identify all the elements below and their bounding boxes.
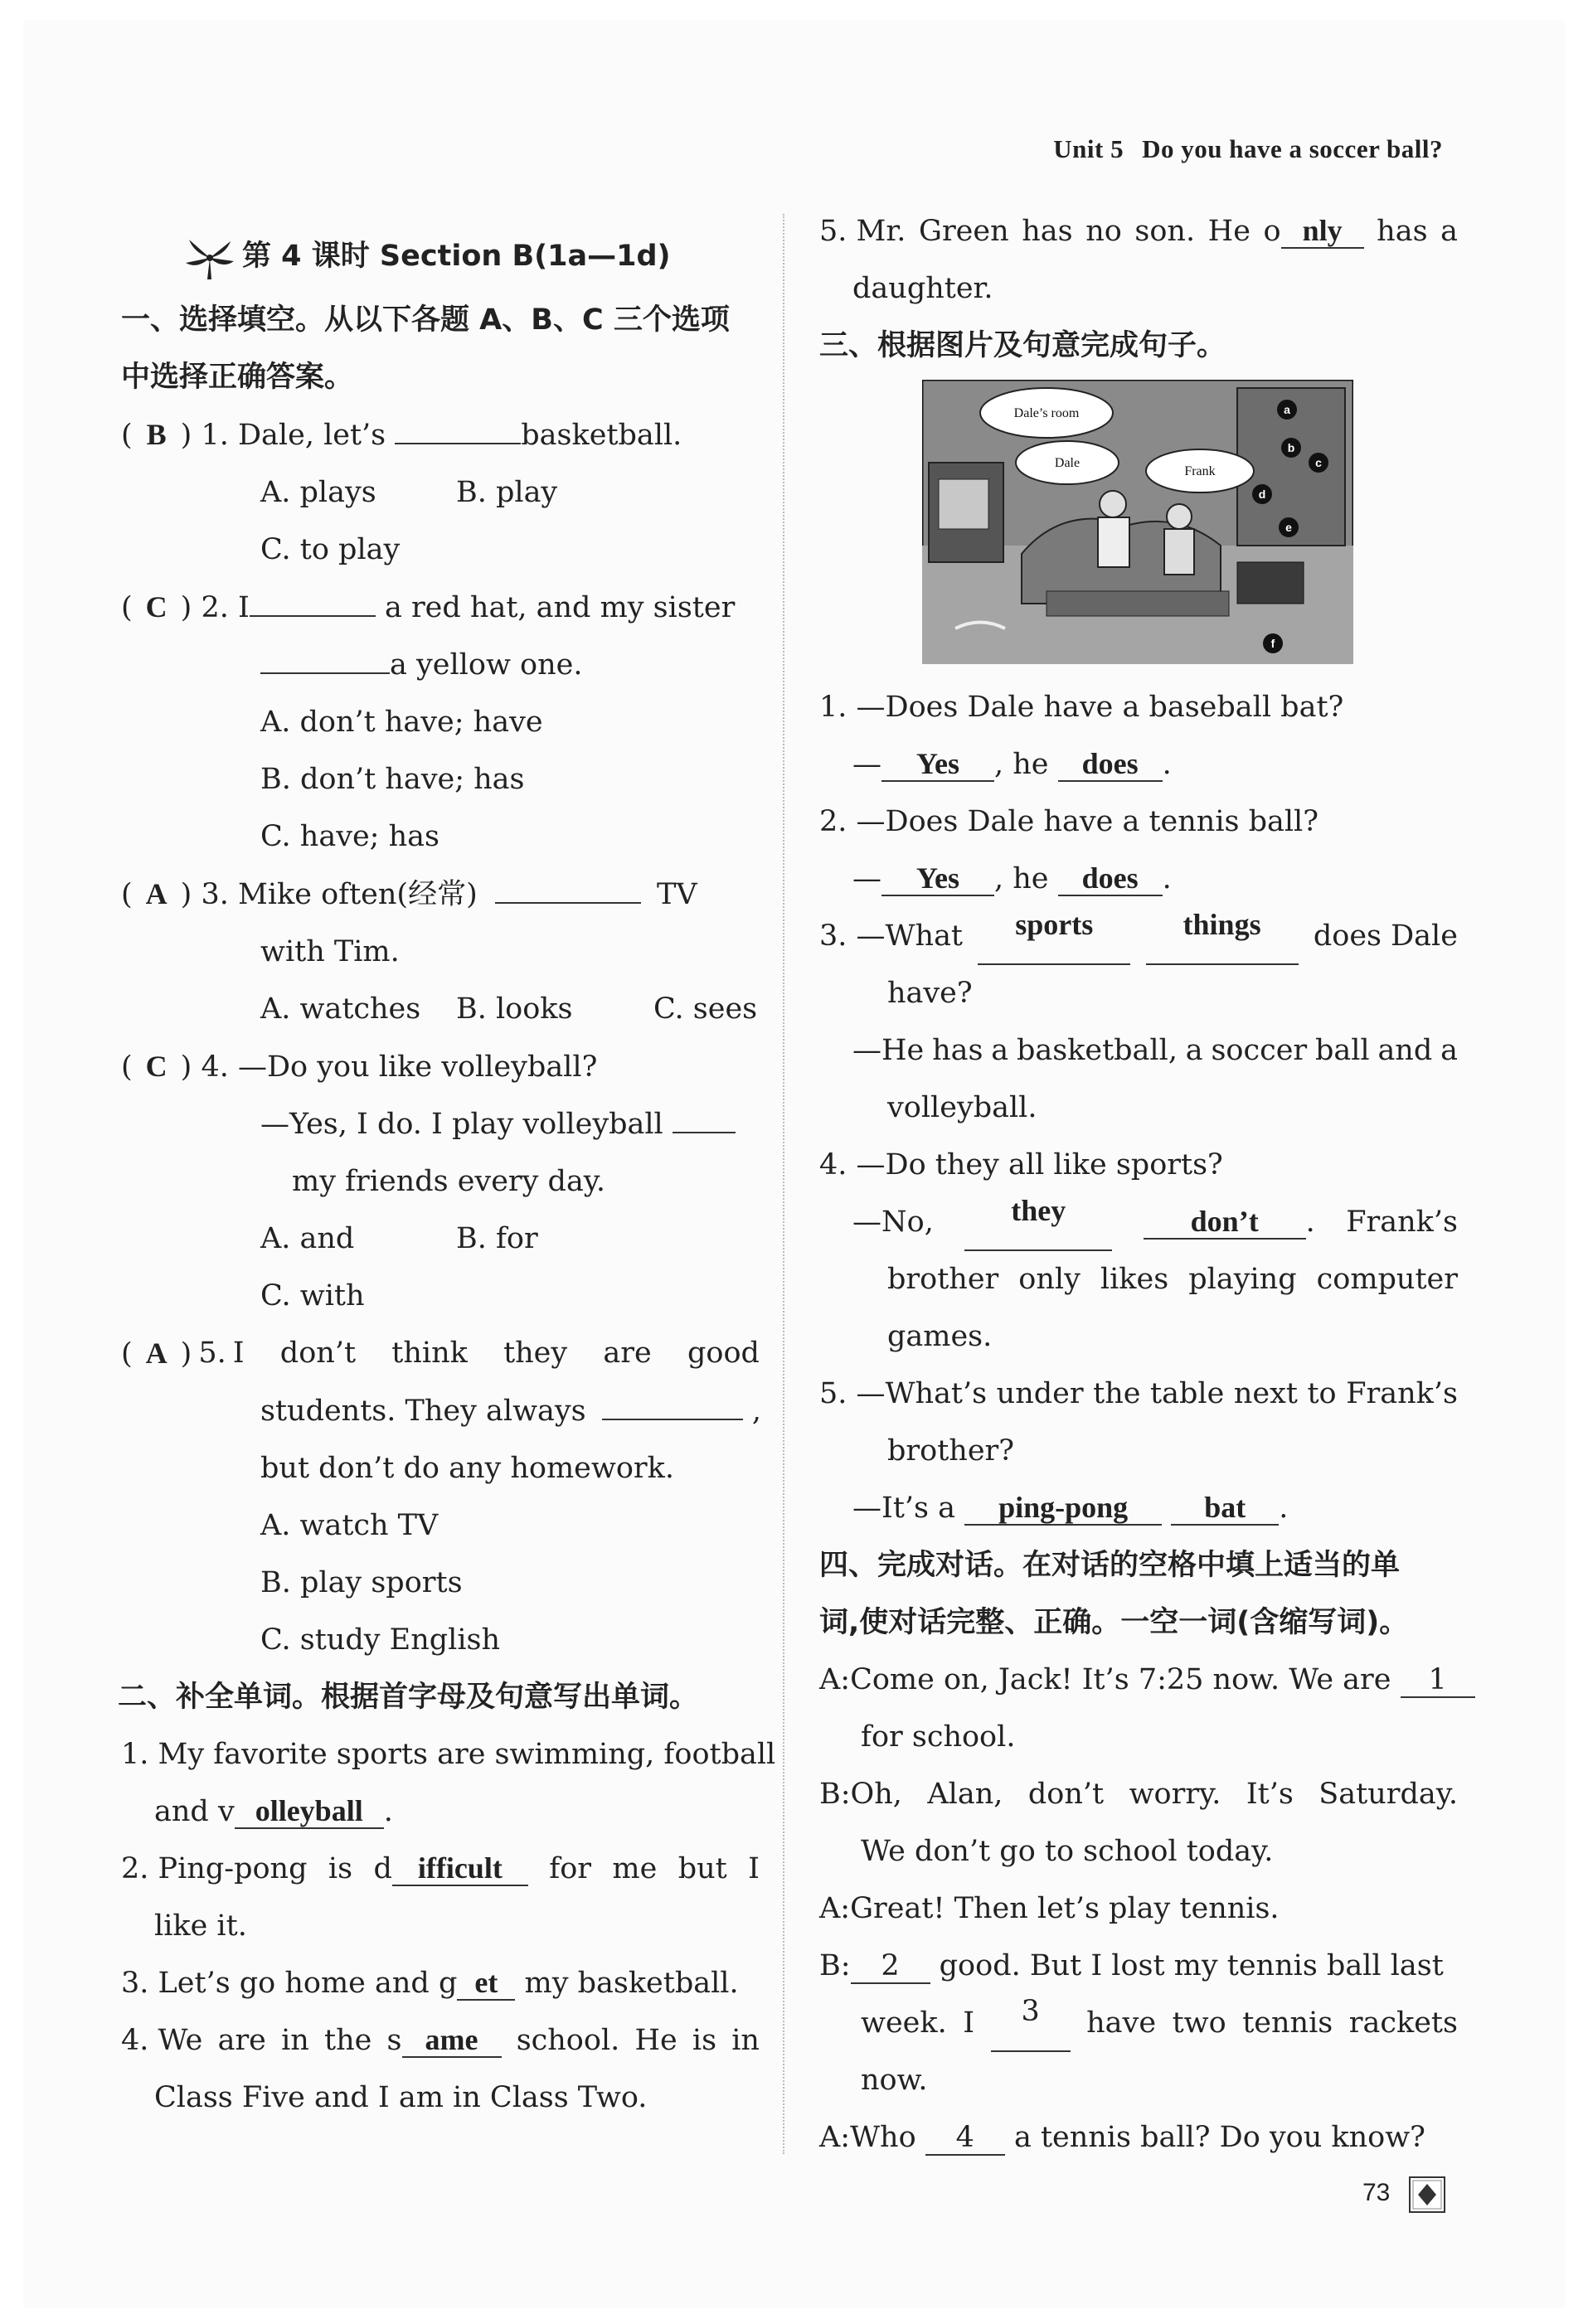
option-a: A. watches [260,992,421,1026]
mc-question-2: ( C ) 2. I a red hat, and my sister [121,579,760,637]
room-illustration [922,380,1353,664]
option-a: A. watch TV [260,1509,439,1542]
leaf-icon [182,235,237,281]
section1-title [121,292,760,406]
answer-blank [673,1104,736,1133]
dialogue-continuation: week. I 3 have two tennis rackets [819,1995,1458,2052]
section3-title: 三、根据图片及句意完成句子。 [819,329,1226,362]
fill-answer: ping-pong [964,1491,1162,1526]
option-b: B. play [456,476,558,509]
question-continuation: but don’t do any homework. [260,1452,674,1485]
fill-question-3: 3. Let’s go home and g et my basketball. [121,1966,739,2000]
picture-answer-2: — Yes , he does . [852,861,1172,895]
item-label-b: b [1287,441,1295,454]
question-text: students. They always [260,1395,586,1428]
question-continuation: my friends every day. [292,1165,606,1198]
fill-question-1 [121,1726,776,1783]
unit-label: Unit 5 [1053,134,1124,163]
mc-answer-5: A [145,1337,168,1370]
dialogue-line-3: A:Great! Then let’s play tennis. [819,1892,1280,1925]
mc-question-5: ( A ) 5. I don’t think they are good [121,1325,760,1383]
unit-title: Do you have a soccer ball? [1142,134,1443,163]
fill-answer: they [964,1194,1112,1251]
option-a: A. plays [260,476,376,509]
option-b: B. play sports [260,1566,463,1599]
dialogue-line-2: B: Oh, Alan, don’t worry. It’s Saturday. [819,1766,1458,1823]
lesson-title-text: 第 4 课时 Section B(1a—1d) [242,240,671,273]
item-label-e: e [1285,521,1292,534]
section4-title: 四、完成对话。在对话的空格中填上适当的单 词,使对话完整、正确。一空一词(含缩写词)。 [819,1549,1409,1639]
question-number: 2. [121,1852,149,1885]
question-text: —Yes, I do. I play volleyball [260,1108,663,1141]
dialogue-blank: 3 [991,1995,1071,2052]
item-label-d: d [1258,488,1266,501]
speaker-label: B: [819,1778,851,1811]
picture-answer-1: — Yes , he does . [852,747,1172,781]
answer-blank [602,1390,743,1420]
dialogue-line-1: A:Come on, Jack! It’s 7:25 now. We are 1 [819,1652,1458,1709]
question-number: 5. [198,1337,226,1370]
options-row [121,981,760,1038]
question-text: basketball. [521,419,682,452]
option-a: A. don’t have; have [260,706,543,739]
fill-question-1-cont: and v olleyball . [154,1794,393,1828]
option-b: B. for [456,1222,538,1255]
mc-answer-1: B [146,418,167,451]
picture-question-1: 1. —Does Dale have a baseball bat? [819,691,1344,724]
picture-question-4: 4. —Do they all like sports? [819,1148,1223,1181]
question-continuation: Class Five and I am in Class Two. [154,2081,648,2114]
question-text: My favorite sports are swimming, football [158,1738,776,1771]
option-c: C. sees [653,992,758,1026]
option-c: C. with [260,1279,365,1312]
question-number: 1. [121,1738,149,1771]
question-text: Dale, let’s [237,419,386,452]
dialogue-continuation: for school. [861,1720,1016,1754]
speaker-label: A: [819,2121,851,2154]
question-text: I [237,591,250,624]
page-number: 73 [1362,2179,1391,2206]
fill-answer: et [457,1966,515,2001]
speaker-label: A: [819,1892,851,1925]
cartoon-room-image [922,380,1353,664]
picture-question-2: 2. —Does Dale have a tennis ball? [819,805,1319,838]
item-label-c: c [1315,456,1322,469]
question-continuation: like it. [154,1909,247,1943]
page-diamond-icon [1408,2176,1446,2214]
question-number: 3. [819,919,847,953]
picture-answer-3: —He has a basketball, a soccer ball and a [852,1034,1458,1067]
option-c: C. have; has [260,820,439,853]
question-number: 5. [819,1377,847,1410]
question-continuation [121,637,760,694]
question-number: 4. [819,1148,847,1181]
fill-answer: ame [402,2023,502,2058]
left-column [118,203,776,2127]
fill-answer: things [1146,908,1299,965]
question-number: 4. [201,1050,229,1084]
mc-question-1: ( B ) 1. Dale, let’s basketball. [121,406,760,464]
answer-blank [260,644,390,674]
question-number: 3. [201,878,229,911]
question-continuation: students. They always , [121,1383,760,1440]
column-divider [783,214,784,2154]
bubble-label-frank: Frank [1184,464,1216,478]
question-continuation: with Tim. [260,935,400,968]
running-header [1053,134,1443,164]
dialogue-continuation: now. [861,2064,928,2097]
options-row [121,1211,760,1268]
option-a: A. and [260,1222,355,1255]
section1-title-line2: 中选择正确答案。 [121,361,354,394]
fill-answer: olleyball [235,1794,384,1829]
option-c: C. study English [260,1623,501,1657]
fill-question-4: 4. We are in the s ame school. He is in [121,2023,760,2057]
answer-continuation: volleyball. [887,1091,1037,1124]
picture-answer-5: —It’s a ping-pong bat . [852,1491,1289,1525]
mc-answer-3: A [145,877,168,910]
fill-answer: ifficult [392,1851,528,1886]
question-number: 2. [201,591,229,624]
question-number: 5. [819,215,847,248]
section1-title-line1: 一、选择填空。从以下各题 A、B、C 三个选项 [121,303,730,337]
question-number: 4. [121,2024,149,2057]
option-c: C. to play [260,533,401,566]
picture-answer-4: —No, they don’t . Frank’s [819,1194,1458,1251]
question-text: I don’t think they are good [232,1337,760,1370]
fill-answer: bat [1171,1491,1279,1526]
fill-question-5: 5. Mr. Green has no son. He o nly has a [819,214,1458,248]
dialogue-line-5: A:Who 4 a tennis ball? Do you know? [819,2121,1425,2154]
question-text: TV [657,878,697,911]
fill-answer: sports [978,908,1130,965]
answer-blank [250,587,376,617]
fill-answer: don’t [1144,1205,1306,1240]
dialogue-blank: 1 [1401,1663,1475,1698]
fill-question-2: 2. Ping-pong is d ifficult for me but I [121,1851,760,1885]
mc-question-3: ( A ) 3. Mike often(经常) TV [121,866,760,924]
bubble-label-dale: Dale [1054,456,1081,470]
answer-blank [495,874,641,904]
item-label-a: a [1284,403,1290,416]
question-number: 2. [819,805,847,838]
fill-answer: nly [1281,214,1364,249]
question-continuation [121,1096,760,1153]
section2-title: 二、补全单词。根据首字母及句意写出单词。 [118,1681,699,1714]
lesson-title [242,228,760,285]
mc-answer-4: C [145,1050,168,1083]
dialogue-blank: 4 [925,2121,1005,2156]
right-column [819,203,1458,2166]
option-b: B. don’t have; has [260,763,525,796]
bubble-label-room: Dale’s room [1013,406,1080,420]
answer-blank [395,415,521,444]
option-b: B. looks [456,992,573,1026]
question-text: a yellow one. [390,648,583,682]
fill-answer: Yes [881,747,994,782]
options-row [121,464,760,522]
item-label-f: f [1270,637,1275,650]
question-continuation: daughter. [852,272,993,305]
speaker-label: A: [819,1663,851,1696]
question-number: 1. [201,419,229,452]
question-text: —Do you like volleyball? [237,1050,598,1084]
fill-answer: does [1058,747,1163,782]
picture-question-3: 3. —What sports things does Dale [819,908,1458,965]
dialogue-continuation: We don’t go to school today. [861,1835,1274,1868]
picture-question-5: 5. —What’s under the table next to Frank’s [819,1377,1458,1410]
question-number: 3. [121,1967,149,2000]
question-number: 1. [819,691,847,724]
dialogue-line-4: B: 2 good. But I lost my tennis ball last [819,1949,1444,1982]
question-continuation: brother? [887,1434,1015,1468]
fill-answer: does [1058,861,1163,896]
dialogue-blank: 2 [851,1949,930,1984]
answer-continuation: games. [887,1320,993,1353]
question-continuation: have? [887,977,973,1010]
mc-question-4: ( C ) 4. —Do you like volleyball? [121,1038,760,1096]
speaker-label: B: [819,1949,851,1982]
fill-answer: Yes [881,861,994,896]
mc-answer-2: C [145,590,168,623]
answer-continuation: brother only likes playing computer [887,1263,1458,1296]
question-text: a red hat, and my sister [384,591,736,624]
question-text: Mike often(经常) [237,878,478,911]
